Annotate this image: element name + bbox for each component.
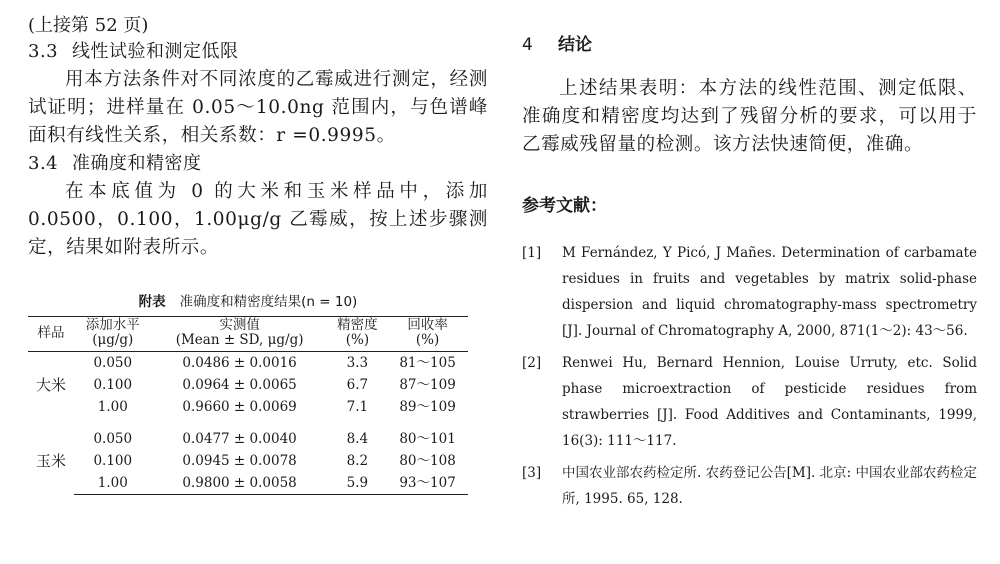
- reference-text: Renwei Hu, Bernard Hennion, Louise Urruty, etc. Solid phase microextraction of pesticide residues from strawberries [J]. Food Additives and Contaminants, 1999, 16(3): 111～117.: [562, 355, 977, 449]
- cell-recovery: 93～107: [387, 472, 468, 495]
- table-row: [28, 472, 468, 495]
- cell-precision: 8.4: [346, 431, 369, 447]
- cell-level: 1.00: [74, 472, 152, 495]
- section-3-3-number: 3.3: [28, 41, 59, 62]
- cell-measured: 0.0477 ± 0.0040: [182, 431, 297, 447]
- cell-recovery: 89～109: [399, 399, 456, 415]
- results-table-block: [28, 290, 468, 495]
- cell-level: 0.050: [93, 431, 133, 447]
- cell-measured: 0.0486 ± 0.0016: [182, 355, 297, 371]
- conclusion-paragraph: 上述结果表明：本方法的线性范围、测定低限、准确度和精密度均达到了残留分析的要求，可以用于乙霉威残留量的检测。该方法快速简便，准确。: [522, 78, 977, 155]
- cell-precision: 8.2: [346, 453, 369, 469]
- cell-precision: 5.9: [328, 472, 387, 495]
- cell-level: 0.100: [93, 453, 133, 469]
- reference-item: [522, 240, 977, 344]
- table-row: [28, 450, 468, 472]
- table-row: [28, 374, 468, 396]
- continuation-note: (上接第 52 页): [28, 15, 149, 36]
- cell-recovery: 80～101: [399, 431, 456, 447]
- cell-recovery: 81～105: [399, 355, 456, 371]
- reference-text: 中国农业部农药检定所. 农药登记公告[M]. 北京: 中国农业部农药检定所, 1995. 65, 128.: [562, 465, 977, 507]
- section-3-4-number: 3.4: [28, 153, 59, 174]
- cell-measured: 0.0964 ± 0.0065: [182, 377, 297, 393]
- table-caption-label: 附表: [138, 294, 166, 310]
- cell-precision: 6.7: [346, 377, 369, 393]
- header-sample: 样品: [28, 317, 74, 352]
- table-caption: [28, 290, 468, 310]
- section-3-3-title: 线性试验和测定低限: [72, 41, 239, 62]
- right-column: [522, 30, 977, 518]
- reference-text: M Fernández, Y Picó, J Mañes. Determination of carbamate residues in fruits and vegetables by matrix solid-phase dispersion and liquid chromatography-mass spectrometry [J]. Journal of Chromatography A, 2000, 871(1～2): 43～56.: [562, 245, 977, 339]
- table-header-row: [28, 317, 468, 352]
- cell-level: 1.00: [97, 399, 128, 415]
- sample-cell-rice: 大米: [35, 375, 66, 394]
- cell-measured: 0.9800 ± 0.0058: [152, 472, 328, 495]
- table-row: [28, 418, 468, 450]
- table-row: [28, 396, 468, 418]
- sample-cell-corn: 玉米: [35, 451, 66, 470]
- reference-number: [1]: [522, 245, 542, 261]
- table-caption-text: 准确度和精密度结果(n = 10): [179, 294, 358, 310]
- reference-item: [522, 350, 977, 454]
- references-heading: 参考文献：: [522, 196, 607, 216]
- table-row: [28, 352, 468, 375]
- section-3-4-heading: [28, 150, 488, 178]
- reference-number: [2]: [522, 355, 542, 371]
- cell-level: 0.050: [93, 355, 133, 371]
- results-table: [28, 316, 468, 495]
- section-4-title: 结论: [558, 35, 592, 55]
- reference-item: [522, 460, 977, 512]
- cell-measured: 0.0945 ± 0.0078: [182, 453, 297, 469]
- cell-precision: 3.3: [346, 355, 369, 371]
- header-level: 添加水平 (μg/g): [74, 317, 152, 352]
- section-3-4-title: 准确度和精密度: [72, 153, 202, 174]
- header-precision: 精密度 (%): [328, 317, 387, 352]
- section-3-4-paragraph: 在本底值为 0 的大米和玉米样品中，添加 0.0500，0.100，1.00μg/g 乙霉威，按上述步骤测定，结果如附表所示。: [28, 181, 488, 258]
- cell-precision: 7.1: [346, 399, 369, 415]
- section-3-3-paragraph: 用本方法条件对不同浓度的乙霉威进行测定，经测试证明；进样量在 0.05～10.0ng 范围内，与色谱峰面积有线性关系，相关系数：r =0.9995。: [28, 69, 488, 146]
- section-4-number: 4: [522, 35, 533, 55]
- header-measured: 实测值 (Mean ± SD, μg/g): [152, 317, 328, 352]
- section-3-3-heading: [28, 38, 488, 66]
- cell-recovery: 80～108: [399, 453, 456, 469]
- section-4-heading: [522, 30, 977, 55]
- left-column: [28, 14, 488, 495]
- cell-recovery: 87～109: [399, 377, 456, 393]
- header-recovery: 回收率 (%): [387, 317, 468, 352]
- reference-number: [3]: [522, 465, 542, 481]
- cell-level: 0.100: [93, 377, 133, 393]
- cell-measured: 0.9660 ± 0.0069: [182, 399, 297, 415]
